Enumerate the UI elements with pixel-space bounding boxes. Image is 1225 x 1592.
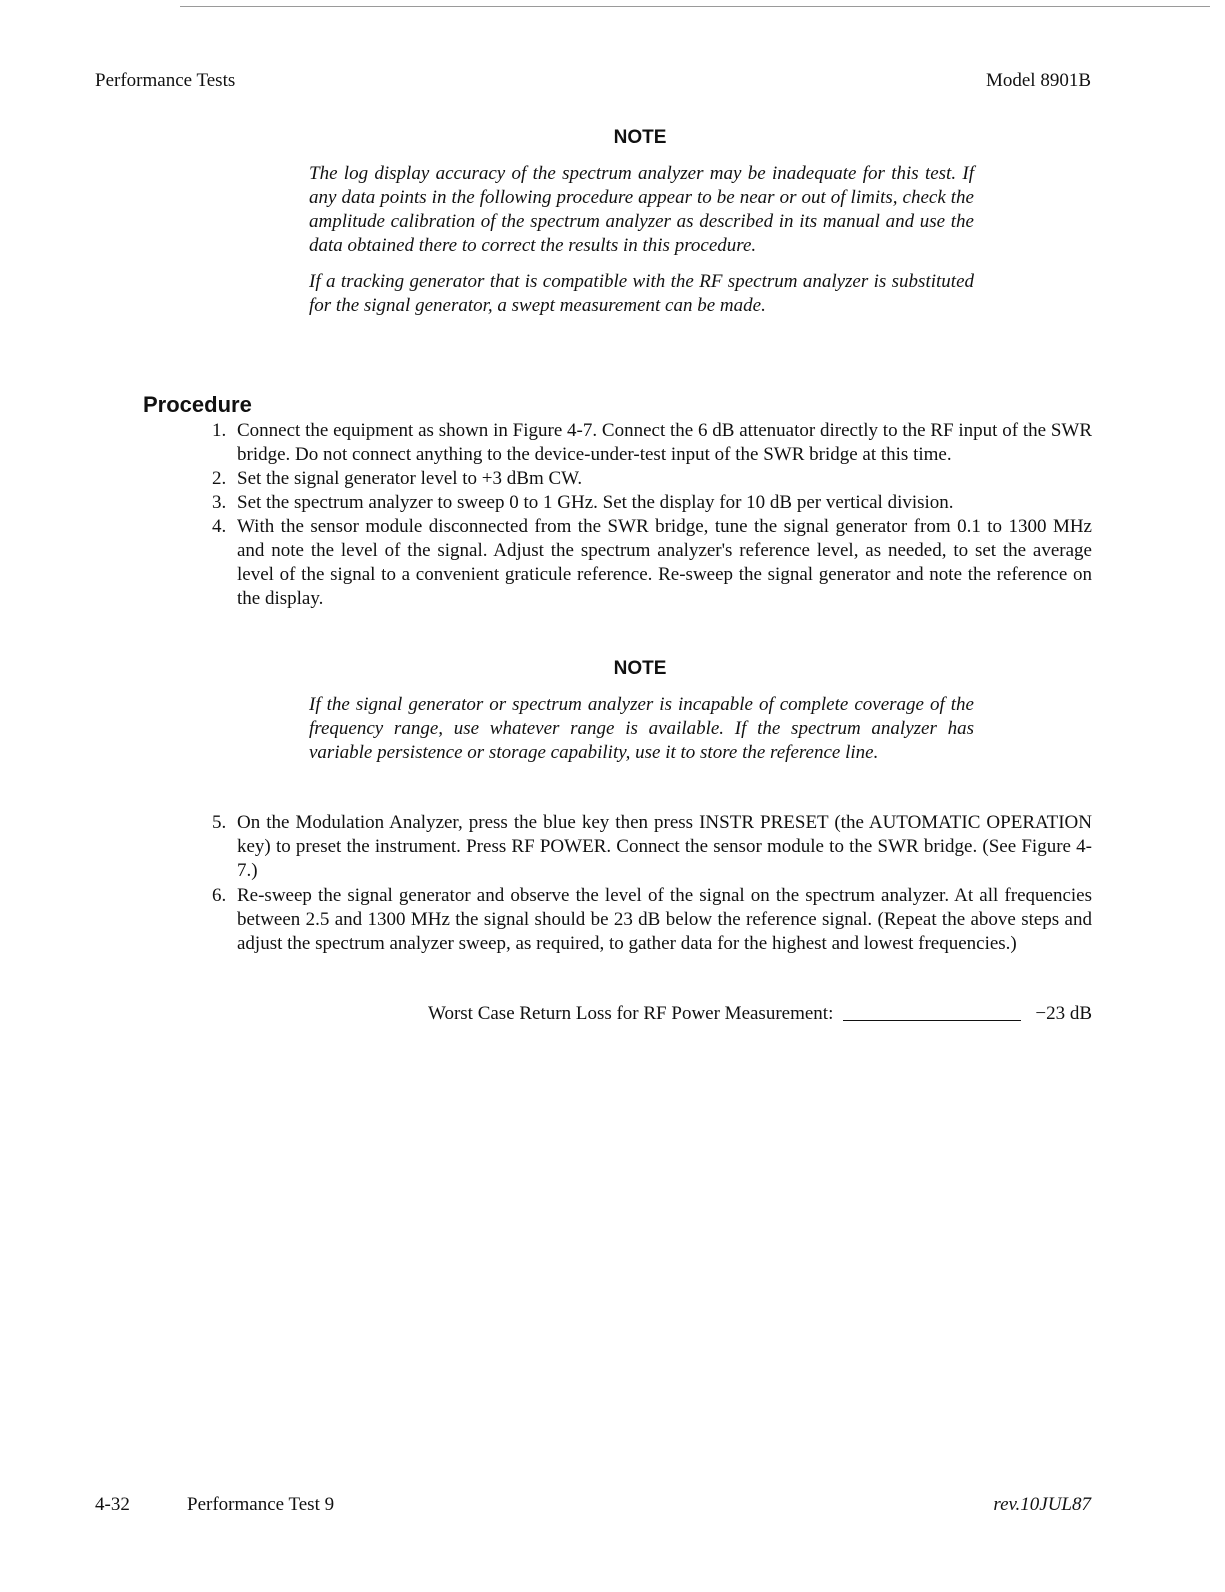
procedure-steps-continued (212, 811, 1092, 956)
step-text: With the sensor module disconnected from the SWR bridge, tune the signal generator from 0.1 to 1300 MHz and note the level of the signal. Adjust the spectrum analyzer's reference level, as needed, to set the average level of the signal to a convenient graticule reference. Re-sweep the signal generator and note the reference on the display. (237, 516, 1092, 609)
footer-title: Performance Test 9 (187, 1494, 335, 1515)
step-number: 2. (212, 468, 227, 489)
step-number: 6. (212, 885, 227, 906)
note-title-1: NOTE (613, 127, 667, 148)
procedure-step (212, 491, 1092, 515)
note-block-1 (309, 162, 974, 318)
step-text: Set the spectrum analyzer to sweep 0 to 1 GHz. Set the display for 10 dB per vertical division. (237, 492, 954, 513)
step-text: Set the signal generator level to +3 dBm CW. (237, 468, 583, 489)
footer-revision: rev.10JUL87 (993, 1494, 1091, 1515)
footer-page-number: 4-32 (95, 1494, 130, 1515)
step-text: On the Modulation Analyzer, press the blue key then press INSTR PRESET (the AUTOMATIC OPERATION key) to preset the instrument. Press RF POWER. Connect the sensor module to the SWR bridge. (See Figure 4-7.) (237, 812, 1092, 881)
step-text: Connect the equipment as shown in Figure 4-7. Connect the 6 dB attenuator directly to the RF input of the SWR bridge. Do not connect anything to the device-under-test input of the SWR bridge at this time. (237, 420, 1092, 465)
procedure-heading: Procedure (143, 392, 252, 417)
procedure-step (212, 811, 1092, 883)
procedure-step (212, 467, 1092, 491)
procedure-step (212, 419, 1092, 467)
note-paragraph: If a tracking generator that is compatible with the RF spectrum analyzer is substituted for the signal generator, a swept measurement can be made. (309, 271, 974, 316)
step-number: 5. (212, 812, 227, 833)
procedure-step (212, 884, 1092, 956)
top-rule (180, 6, 1210, 7)
result-line (428, 1003, 1092, 1025)
note-title-2: NOTE (613, 658, 667, 679)
step-text: Re-sweep the signal generator and observe the level of the signal on the spectrum analyzer. At all frequencies between 2.5 and 1300 MHz the signal should be 23 dB below the reference signal. (Repeat the above steps and adjust the spectrum analyzer sweep, as required, to gather data for the highest and lowest frequencies.) (237, 885, 1092, 954)
result-limit: −23 dB (1035, 1003, 1092, 1024)
step-number: 3. (212, 492, 227, 513)
header-section-title: Performance Tests (95, 70, 236, 91)
note-paragraph: If the signal generator or spectrum analyzer is incapable of complete coverage of the frequency range, use whatever range is available. If the spectrum analyzer has variable persistence or storage capability, use it to store the reference line. (309, 694, 974, 763)
note-paragraph: The log display accuracy of the spectrum analyzer may be inadequate for this test. If any data points in the following procedure appear to be near or out of limits, check the amplitude calibration of the spectrum analyzer as described in its manual and use the data obtained there to correct the results in this procedure. (309, 163, 974, 256)
result-blank-field[interactable] (843, 1020, 1021, 1021)
step-number: 4. (212, 516, 227, 537)
procedure-steps (212, 419, 1092, 611)
procedure-step (212, 515, 1092, 611)
header-model: Model 8901B (985, 70, 1091, 91)
note-block-2 (309, 693, 974, 765)
result-label: Worst Case Return Loss for RF Power Measurement: (428, 1003, 834, 1024)
step-number: 1. (212, 420, 227, 441)
